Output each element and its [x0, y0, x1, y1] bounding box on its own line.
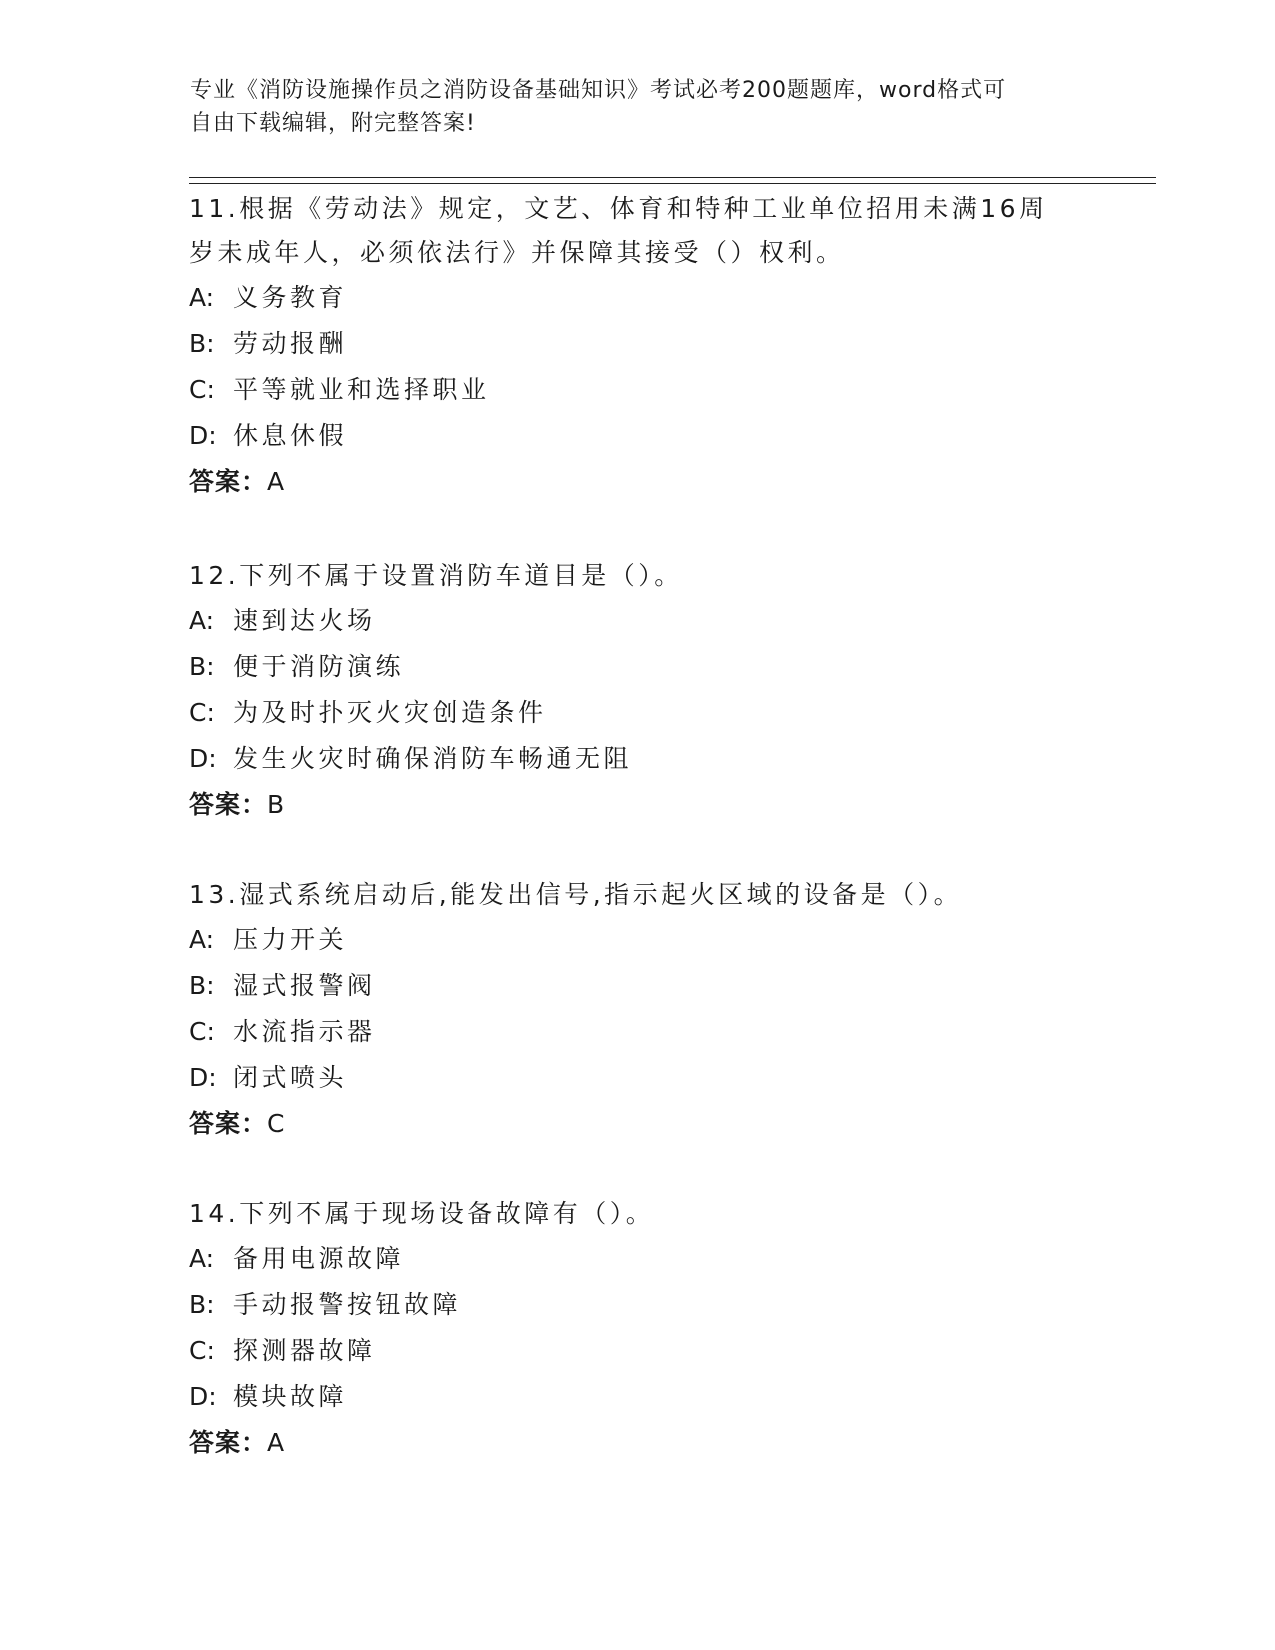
answer-line [189, 782, 1089, 828]
option-c [189, 1009, 1089, 1055]
option-a [189, 1236, 1089, 1282]
question-12 [189, 554, 1089, 828]
header-line-2: 自由下载编辑，附完整答案! [190, 111, 476, 136]
option-c [189, 690, 1089, 736]
question-stem-line-1: 14.下列不属于现场设备故障有（）。 [189, 1199, 655, 1228]
question-stem-line-2: 岁未成年人，必须依法行》并保障其接受（）权利。 [189, 238, 845, 267]
option-key: C: [189, 698, 215, 727]
answer-value: A [267, 467, 286, 496]
option-text: 模块故障 [233, 1382, 348, 1411]
option-text: 湿式报警阀 [233, 971, 376, 1000]
option-c [189, 1328, 1089, 1374]
option-key: A: [189, 283, 215, 312]
option-a [189, 598, 1089, 644]
header-divider-top [189, 177, 1156, 178]
option-d [189, 1055, 1089, 1101]
option-text: 压力开关 [233, 925, 348, 954]
option-text: 平等就业和选择职业 [233, 375, 490, 404]
option-text: 备用电源故障 [233, 1244, 405, 1273]
option-key: B: [189, 1290, 215, 1319]
option-key: B: [189, 971, 215, 1000]
option-text: 休息休假 [233, 421, 348, 450]
option-a [189, 275, 1089, 321]
option-b [189, 1282, 1089, 1328]
option-text: 速到达火场 [233, 606, 376, 635]
question-stem-line-1: 11.根据《劳动法》规定，文艺、体育和特种工业单位招用未满16周 [189, 194, 1048, 223]
question-11 [189, 187, 1089, 505]
option-key: D: [189, 1382, 217, 1411]
answer-label: 答案： [189, 1428, 268, 1457]
option-key: B: [189, 652, 215, 681]
option-d [189, 736, 1089, 782]
answer-line [189, 1420, 1089, 1466]
option-key: C: [189, 375, 215, 404]
answer-line [189, 459, 1089, 505]
option-key: D: [189, 421, 217, 450]
option-d [189, 1374, 1089, 1420]
option-key: D: [189, 1063, 217, 1092]
option-text: 水流指示器 [233, 1017, 376, 1046]
option-text: 便于消防演练 [233, 652, 405, 681]
question-14 [189, 1192, 1089, 1466]
option-key: C: [189, 1336, 215, 1365]
header-line-1: 专业《消防设施操作员之消防设备基础知识》考试必考200题题库，word格式可 [190, 78, 1007, 103]
option-b [189, 644, 1089, 690]
option-text: 义务教育 [233, 283, 348, 312]
question-13 [189, 873, 1089, 1147]
option-key: A: [189, 925, 215, 954]
option-c [189, 367, 1089, 413]
answer-label: 答案： [189, 790, 268, 819]
option-a [189, 917, 1089, 963]
answer-value: A [267, 1428, 286, 1457]
option-text: 发生火灾时确保消防车畅通无阻 [233, 744, 633, 773]
option-text: 手动报警按钮故障 [233, 1290, 462, 1319]
answer-line [189, 1101, 1089, 1147]
question-stem-line-1: 13.湿式系统启动后,能发出信号,指示起火区域的设备是（）。 [189, 880, 963, 909]
option-b [189, 321, 1089, 367]
answer-label: 答案： [189, 467, 268, 496]
option-key: B: [189, 329, 215, 358]
option-text: 闭式喷头 [233, 1063, 348, 1092]
option-text: 探测器故障 [233, 1336, 376, 1365]
option-text: 劳动报酬 [233, 329, 348, 358]
answer-value: B [267, 790, 286, 819]
question-stem-line-1: 12.下列不属于设置消防车道目是（）。 [189, 561, 683, 590]
answer-value: C [267, 1109, 286, 1138]
answer-label: 答案： [189, 1109, 268, 1138]
option-key: A: [189, 606, 215, 635]
option-text: 为及时扑灭火灾创造条件 [233, 698, 547, 727]
header-divider-bottom [189, 183, 1156, 184]
option-b [189, 963, 1089, 1009]
option-key: A: [189, 1244, 215, 1273]
option-key: C: [189, 1017, 215, 1046]
option-key: D: [189, 744, 217, 773]
option-d [189, 413, 1089, 459]
document-header [190, 74, 1090, 140]
